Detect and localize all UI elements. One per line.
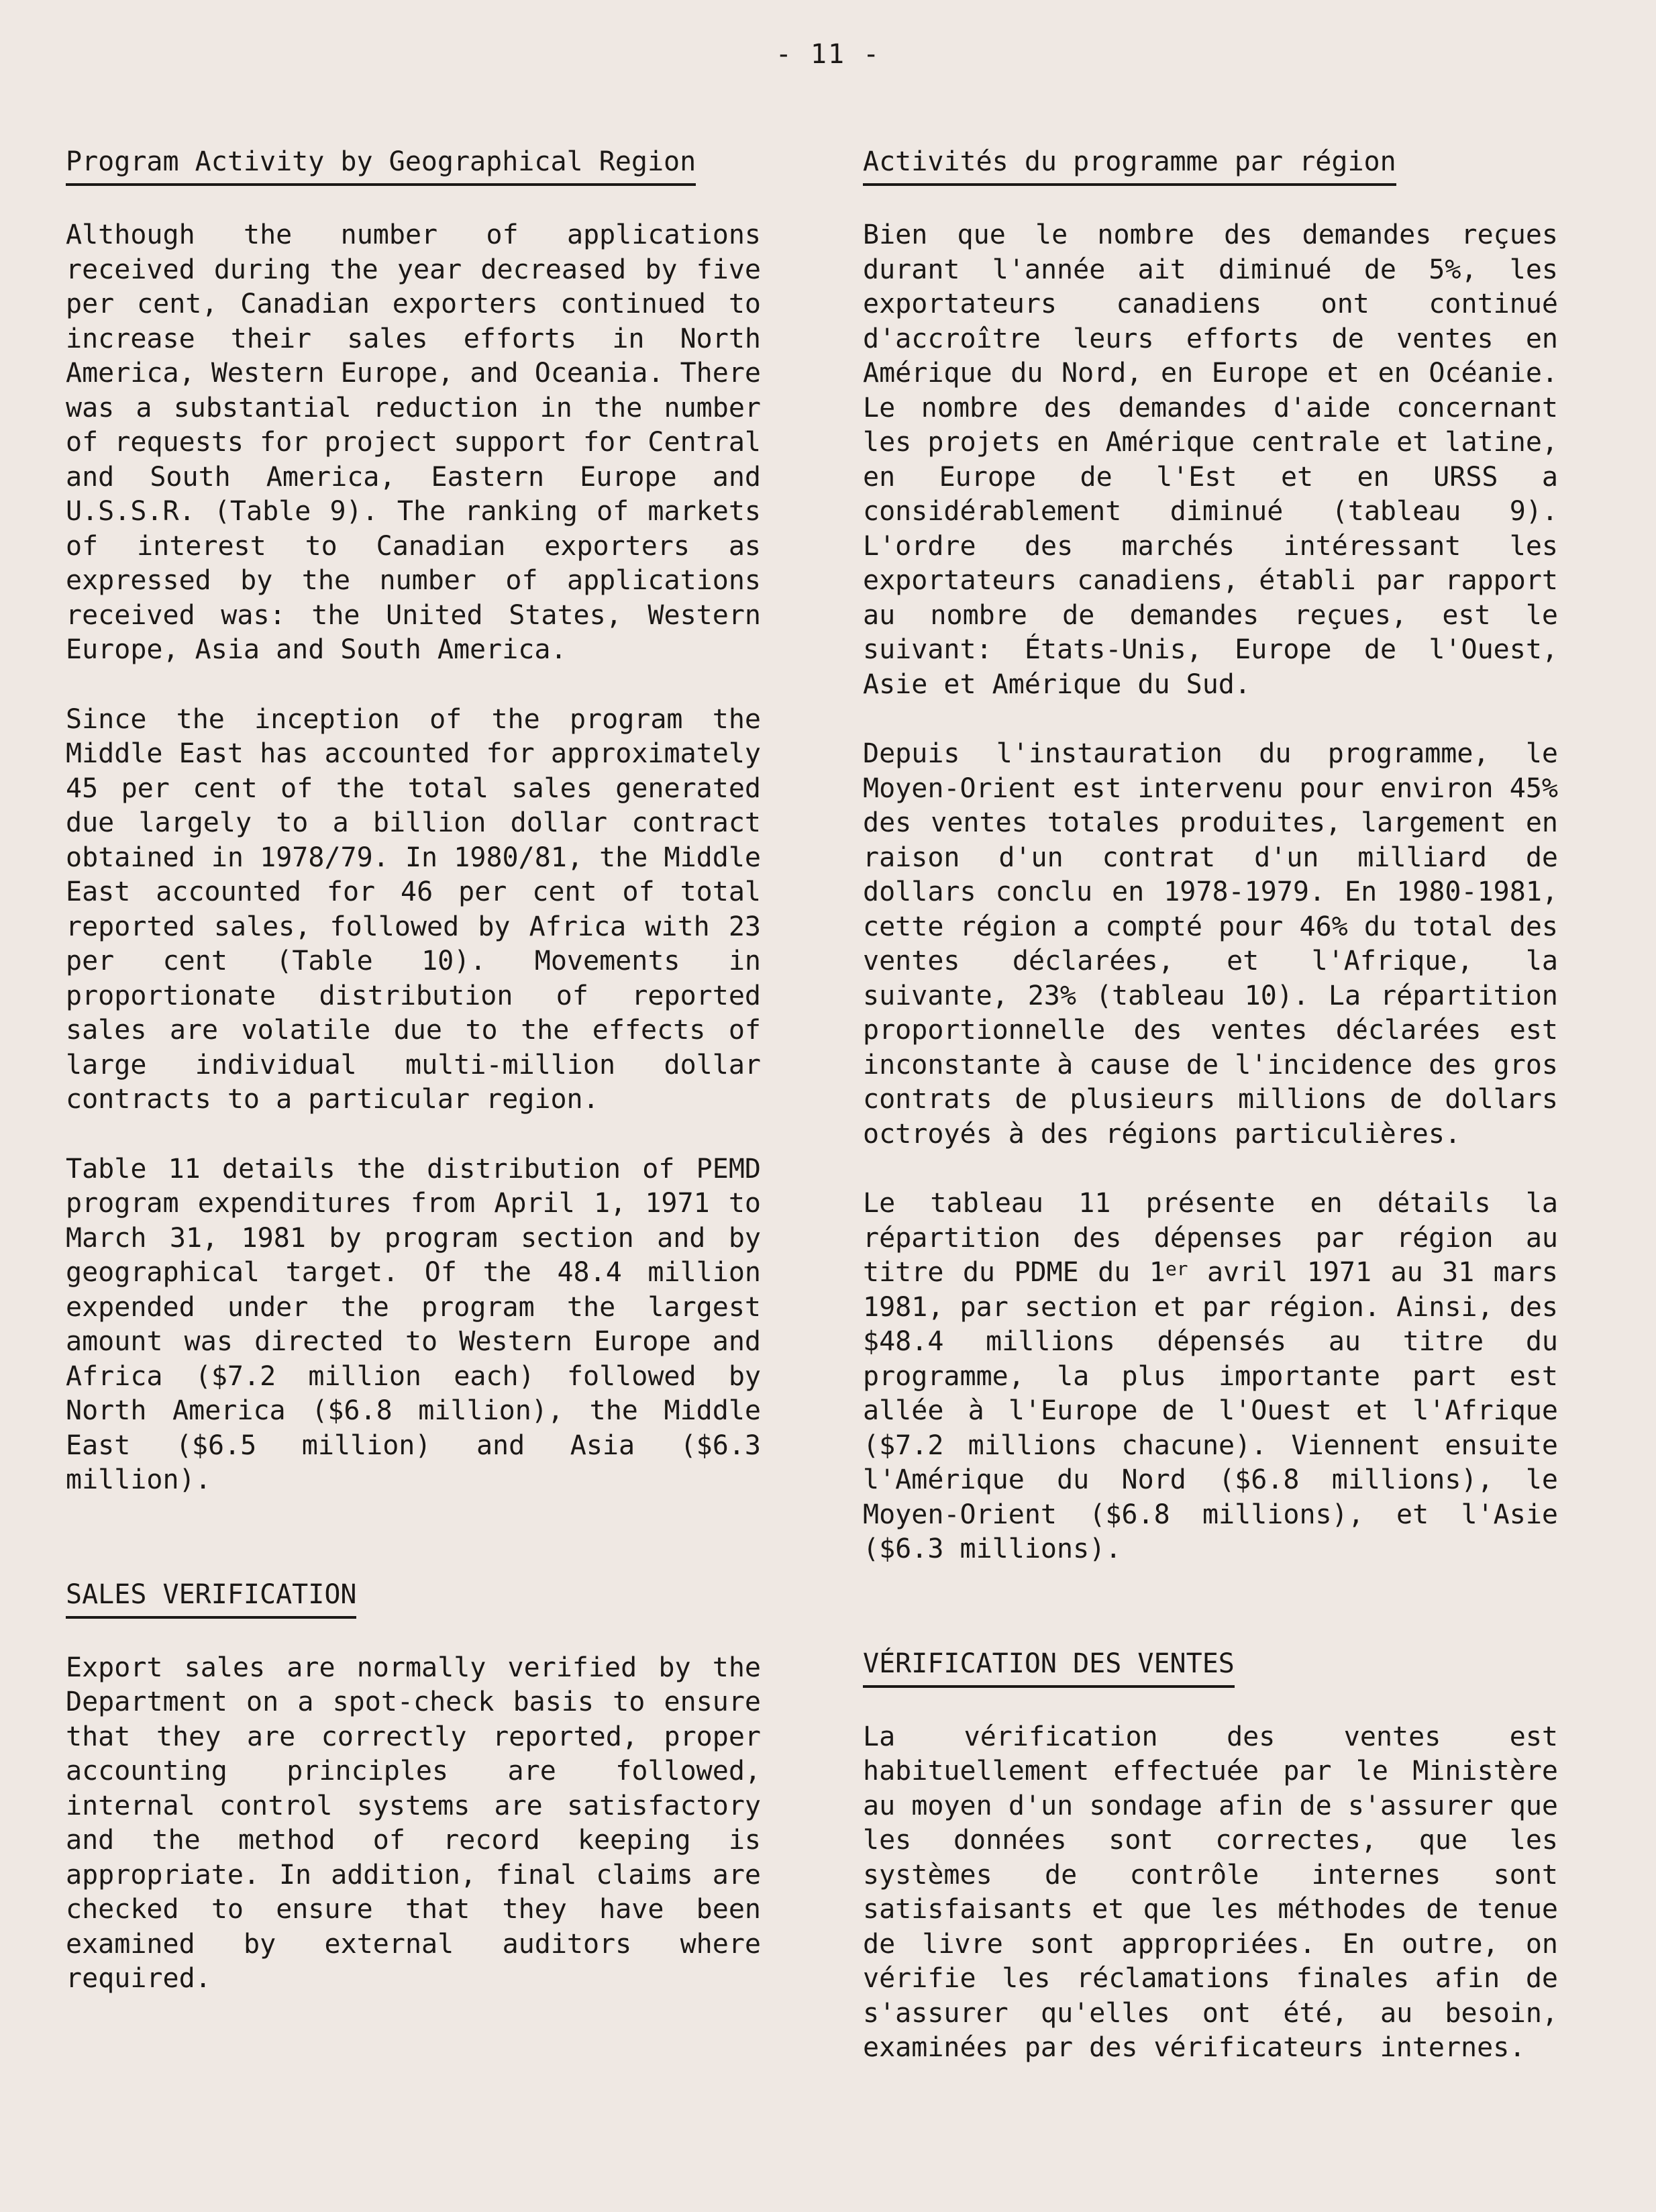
english-verification-paragraph: Export sales are normally verified by the Department on a spot-check basis to ensure that they are correctly reported, proper accounting principles are followed, internal control systems are satisfactory and the method of record keeping is appropriate. In addition, final claims are checked to ensure that they have been examined by external auditors where required. — [66, 1652, 761, 1994]
french-region-paragraph-2: Depuis l'instauration du programme, le Moyen-Orient est intervenu pour environ 45% des ventes totales produites, largement en raison d'un contrat d'un milliard de dollars conclu en 1978-1979. En 1980-1981, cette région a compté pour 46% du total des ventes déclarées, et l'Afrique, la suivante, 23% (tableau 10). La répartition proportionnelle des ventes déclarées est inconstante à cause de l'incidence des gros contrats de plusieurs millions de dollars octroyés à des régions particulières. — [863, 738, 1558, 1150]
french-verification-heading: VÉRIFICATION DES VENTES — [863, 1646, 1235, 1688]
french-region-heading: Activités du programme par région — [863, 144, 1396, 186]
english-region-heading: Program Activity by Geographical Region — [66, 144, 696, 186]
french-p3-text-start: Le tableau 11 présente en détails la répartition des dépenses par région au titre du PDME du 1 — [863, 1188, 1558, 1288]
french-region-paragraph-1: Bien que le nombre des demandes reçues durant l'année ait diminué de 5%, les exportateurs canadiens ont continué d'accroître leurs efforts de ventes en Amérique du Nord, en Europe et en Océanie. Le nombre des demandes d'aide concernant les projets en Amérique centrale et latine, en Europe de l'Est et en URSS a considérablement diminué (tableau 9). L'ordre des marchés intéressant les exportateurs canadiens, établi par rapport au nombre de demandes reçues, est le suivant: États-Unis, Europe de l'Ouest, Asie et Amérique du Sud. — [863, 219, 1558, 700]
english-region-paragraph-1: Although the number of applications received during the year decreased by five per cent, Canadian exporters continued to increase their sales efforts in North America, Western Europe, and Oceania. There was a substantial reduction in the number of requests for project support for Central and South America, Eastern Europe and U.S.S.R. (Table 9). The ranking of markets of interest to Canadian exporters as expressed by the number of applications received was: the United States, Western Europe, Asia and South America. — [66, 219, 761, 665]
french-p3-text-end: avril 1971 au 31 mars 1981, par section et par région. Ainsi, des $48.4 millions dépensés au titre du programme, la plus importante part est allée à l'Europe de l'Ouest et l'Afrique ($7.2 millions chacune). Viennent ensuite l'Amérique du Nord ($6.8 millions), le Moyen-Orient ($6.8 millions), et l'Asie ($6.3 millions). — [863, 1257, 1558, 1564]
french-column — [863, 144, 1558, 2066]
english-region-paragraph-2: Since the inception of the program the Middle East has accounted for approximately 45 per cent of the total sales generated due largely to a billion dollar contract obtained in 1978/79. In 1980/81, the Middle East accounted for 46 per cent of total reported sales, followed by Africa with 23 per cent (Table 10). Movements in proportionate distribution of reported sales are volatile due to the effects of large individual multi-million dollar contracts to a particular region. — [66, 703, 761, 1115]
french-verification-paragraph: La vérification des ventes est habituellement effectuée par le Ministère au moyen d'un sondage afin de s'assurer que les données sont correctes, que les systèmes de contrôle internes sont satisfaisants et que les méthodes de tenue de livre sont appropriées. En outre, on vérifie les réclamations finales afin de s'assurer qu'elles ont été, au besoin, examinées par des vérificateurs internes. — [863, 1721, 1558, 2063]
english-column — [66, 144, 761, 1997]
french-p3-superscript: er — [1165, 1258, 1188, 1280]
english-verification-heading: SALES VERIFICATION — [66, 1577, 356, 1619]
french-region-paragraph-3 — [863, 1187, 1558, 1567]
english-region-paragraph-3: Table 11 details the distribution of PEMD program expenditures from April 1, 1971 to March 31, 1981 by program section and by geographical target. Of the 48.4 million expended under the program the largest amount was directed to Western Europe and Africa ($7.2 million each) followed by North America ($6.8 million), the Middle East ($6.5 million) and Asia ($6.3 million). — [66, 1153, 761, 1495]
page-number: - 11 - — [775, 39, 881, 70]
